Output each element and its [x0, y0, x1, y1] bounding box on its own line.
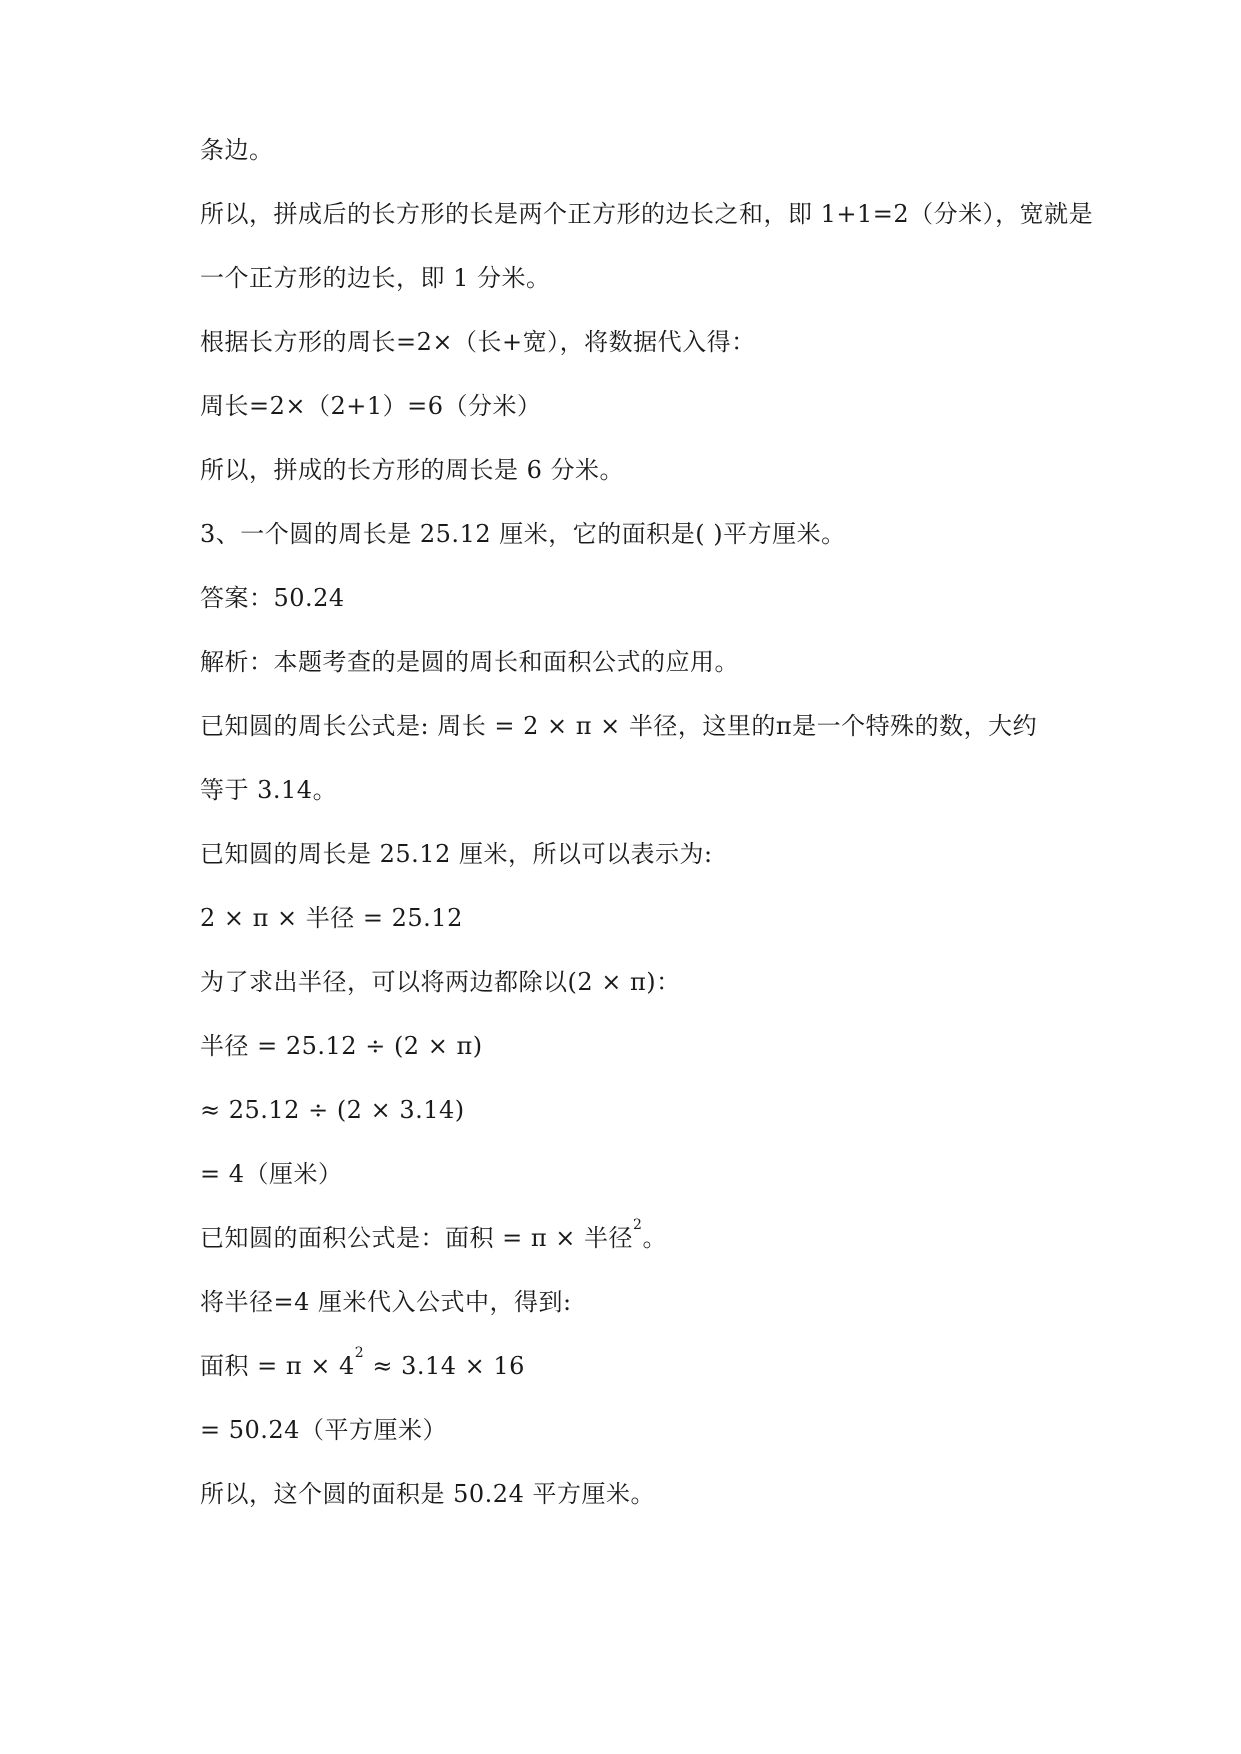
text-line-10: 已知圆的周长公式是: 周长 = 2 × π × 半径，这里的π是一个特殊的数，大约	[200, 712, 1038, 740]
text-line-2: 所以，拼成后的长方形的长是两个正方形的边长之和，即 1+1=2（分米），宽就是	[200, 200, 1094, 228]
question-3: 3、一个圆的周长是 25.12 厘米，它的面积是( )平方厘米。	[200, 520, 846, 548]
analysis-line: 解析：本题考查的是圆的周长和面积公式的应用。	[200, 648, 739, 676]
text-line-1: 条边。	[200, 136, 274, 164]
area-formula-line	[200, 1217, 667, 1254]
conclusion-line: 所以，这个圆的面积是 50.24 平方厘米。	[200, 1480, 655, 1508]
area-formula-text: 已知圆的面积公式是：面积 = π × 半径	[200, 1224, 634, 1252]
area-formula-exponent: 2	[633, 1217, 643, 1233]
text-line-4: 根据长方形的周长=2×（长+宽），将数据代入得：	[200, 328, 756, 356]
area-calc-exponent: 2	[354, 1345, 365, 1361]
equation-line-3: ≈ 25.12 ÷ (2 × 3.14)	[200, 1096, 465, 1124]
equation-line-5: = 50.24（平方厘米）	[200, 1416, 447, 1444]
text-line-14: 为了求出半径，可以将两边都除以(2 × π)：	[200, 968, 681, 996]
answer-line: 答案：50.24	[200, 584, 345, 612]
area-formula-tail: 。	[642, 1224, 667, 1252]
equation-line-4: = 4（厘米）	[200, 1160, 343, 1188]
text-line-12: 已知圆的周长是 25.12 厘米，所以可以表示为:	[200, 840, 713, 868]
text-line-11: 等于 3.14。	[200, 776, 338, 804]
text-line-3: 一个正方形的边长，即 1 分米。	[200, 264, 551, 292]
equation-line-2: 半径 = 25.12 ÷ (2 × π)	[200, 1032, 483, 1060]
area-calc-tail: ≈ 3.14 × 16	[364, 1352, 525, 1380]
area-calc-line	[200, 1345, 525, 1382]
equation-line-1: 2 × π × 半径 = 25.12	[200, 904, 463, 932]
text-line-19: 将半径=4 厘米代入公式中，得到:	[200, 1288, 572, 1316]
area-calc-text: 面积 = π × 4	[200, 1352, 355, 1380]
text-line-6: 所以，拼成的长方形的周长是 6 分米。	[200, 456, 625, 484]
text-line-5: 周长=2×（2+1）=6（分米）	[200, 392, 542, 420]
